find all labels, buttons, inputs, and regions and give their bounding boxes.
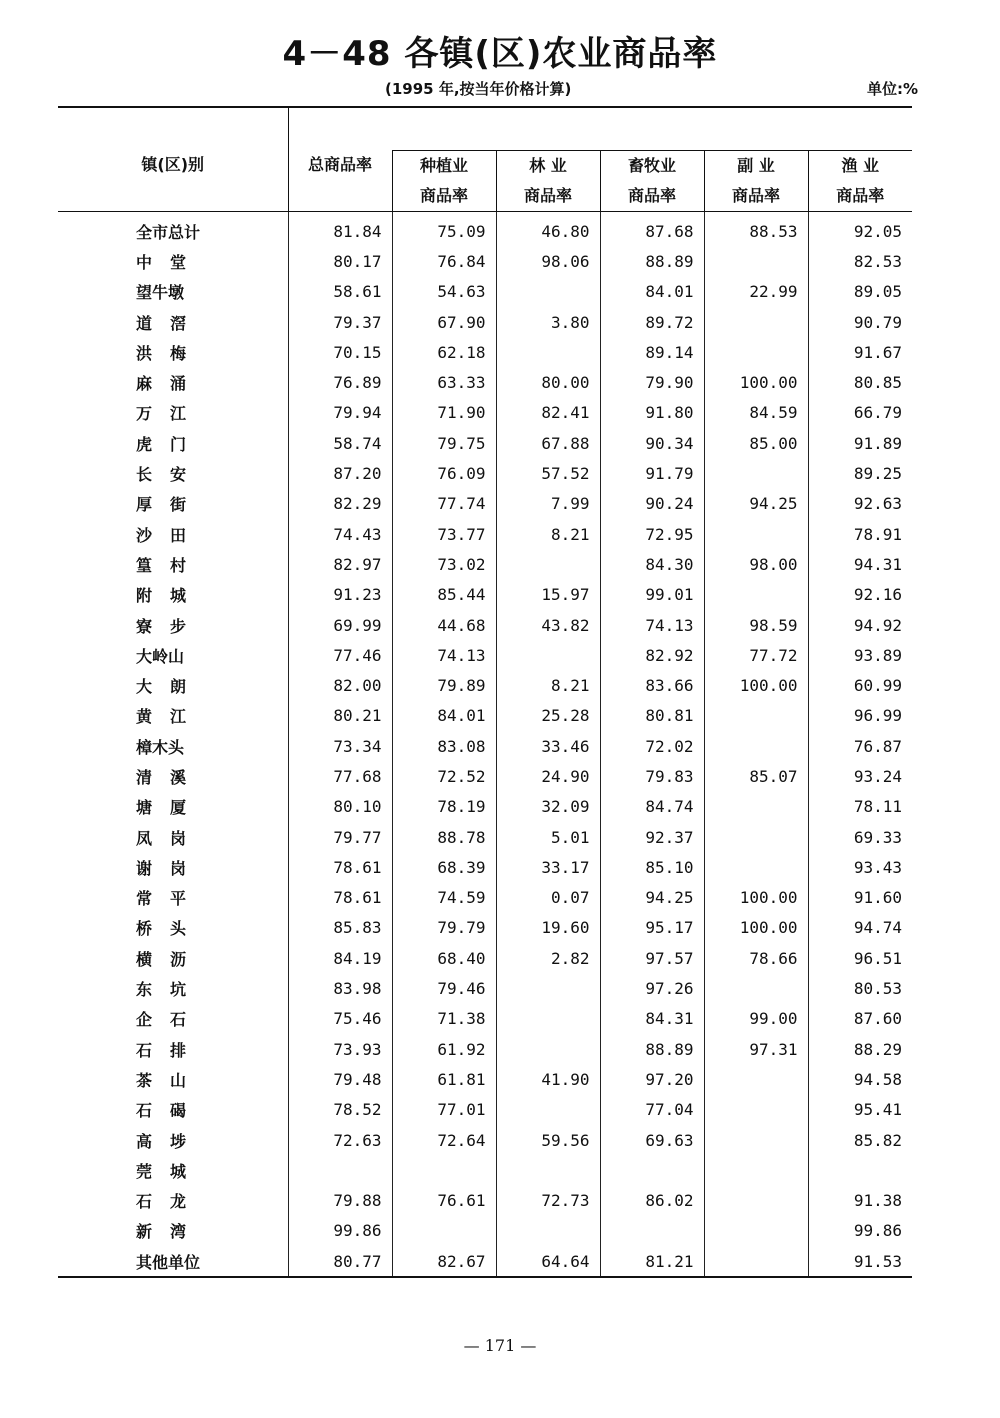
rate-cell: [392, 1155, 496, 1185]
region-name: 东坑: [136, 980, 205, 1000]
region-name: 道滘: [136, 313, 205, 333]
region-name: 高埗: [136, 1131, 205, 1151]
region-name: 附城: [136, 586, 205, 606]
region-name: 大朗: [136, 677, 205, 697]
region-name: 其他单位: [58, 1246, 288, 1277]
rate-cell: 90.79: [808, 307, 912, 337]
rate-cell: 5.01: [496, 822, 600, 852]
rate-cell: 60.99: [808, 670, 912, 700]
rate-cell: 85.07: [704, 761, 808, 791]
rate-cell: 79.37: [288, 307, 392, 337]
rate-cell: 58.61: [288, 277, 392, 307]
region-name: 凤岗: [136, 828, 205, 848]
rate-cell: 44.68: [392, 610, 496, 640]
rate-cell: 78.11: [808, 792, 912, 822]
region-name: 清溪: [136, 767, 205, 787]
rate-cell: 81.21: [600, 1246, 704, 1277]
rate-cell: 76.61: [392, 1186, 496, 1216]
rate-cell: 82.67: [392, 1246, 496, 1277]
rate-cell: 79.94: [288, 398, 392, 428]
rate-cell: 68.39: [392, 852, 496, 882]
table-row: [58, 246, 912, 276]
rate-cell: 15.97: [496, 580, 600, 610]
rate-cell: [704, 731, 808, 761]
rate-cell: 94.92: [808, 610, 912, 640]
rate-cell: 61.81: [392, 1064, 496, 1094]
rate-cell: [496, 1004, 600, 1034]
header-fishery: 渔 业 商品率: [808, 151, 912, 212]
rate-cell: 85.82: [808, 1125, 912, 1155]
rate-cell: 80.77: [288, 1246, 392, 1277]
region-name: 莞城: [136, 1161, 205, 1181]
rate-cell: 100.00: [704, 883, 808, 913]
rate-cell: 87.68: [600, 212, 704, 247]
header-sideline: 副 业 商品率: [704, 151, 808, 212]
table-row: [58, 1125, 912, 1155]
rate-cell: 97.57: [600, 943, 704, 973]
rate-cell: [600, 1216, 704, 1246]
rate-cell: 80.81: [600, 701, 704, 731]
rate-cell: 91.53: [808, 1246, 912, 1277]
rate-cell: 72.64: [392, 1125, 496, 1155]
table-row: [58, 549, 912, 579]
rate-cell: 72.02: [600, 731, 704, 761]
rate-cell: 62.18: [392, 337, 496, 367]
table-row: [58, 761, 912, 791]
header-forestry: 林 业 商品率: [496, 151, 600, 212]
rate-cell: 73.02: [392, 549, 496, 579]
table-row: [58, 1064, 912, 1094]
rate-cell: 80.21: [288, 701, 392, 731]
rate-cell: 93.43: [808, 852, 912, 882]
rate-cell: 79.48: [288, 1064, 392, 1094]
rate-cell: 33.17: [496, 852, 600, 882]
rate-cell: 98.06: [496, 246, 600, 276]
rate-cell: 63.33: [392, 367, 496, 397]
rate-cell: 79.90: [600, 367, 704, 397]
table-body: [58, 212, 912, 1278]
region-name: 全市总计: [136, 222, 201, 242]
rate-cell: 61.92: [392, 1034, 496, 1064]
rate-cell: [704, 580, 808, 610]
region-name: 樟木头: [136, 737, 185, 757]
rate-cell: 74.59: [392, 883, 496, 913]
table-row: [58, 277, 912, 307]
region-name: 中堂: [136, 252, 205, 272]
rate-cell: 89.72: [600, 307, 704, 337]
table-row: [58, 701, 912, 731]
rate-cell: 70.15: [288, 337, 392, 367]
rate-cell: 72.52: [392, 761, 496, 791]
rate-cell: 80.53: [808, 973, 912, 1003]
region-name: 常平: [136, 889, 205, 909]
header-animal: 畜牧业 商品率: [600, 151, 704, 212]
rate-cell: 91.23: [288, 580, 392, 610]
rate-cell: 77.01: [392, 1095, 496, 1125]
rate-cell: 25.28: [496, 701, 600, 731]
region-name: 麻涌: [136, 374, 205, 394]
rate-cell: [704, 246, 808, 276]
rate-cell: 81.84: [288, 212, 392, 247]
table-row: [58, 307, 912, 337]
rate-cell: 91.67: [808, 337, 912, 367]
rate-cell: 80.85: [808, 367, 912, 397]
rate-cell: 100.00: [704, 367, 808, 397]
header-planting: 种植业 商品率: [392, 151, 496, 212]
rate-cell: [496, 1034, 600, 1064]
region-name: 新湾: [136, 1222, 205, 1242]
rate-cell: 88.89: [600, 1034, 704, 1064]
rate-cell: 84.74: [600, 792, 704, 822]
rate-cell: 72.73: [496, 1186, 600, 1216]
rate-cell: 0.07: [496, 883, 600, 913]
rate-cell: 99.01: [600, 580, 704, 610]
table-row: [58, 489, 912, 519]
rate-cell: 85.83: [288, 913, 392, 943]
rate-cell: 64.64: [496, 1246, 600, 1277]
rate-cell: 75.09: [392, 212, 496, 247]
rate-cell: 58.74: [288, 428, 392, 458]
rate-cell: [392, 1216, 496, 1246]
region-name: 桥头: [136, 919, 205, 939]
rate-cell: 89.25: [808, 458, 912, 488]
rate-cell: 85.44: [392, 580, 496, 610]
rate-cell: 78.52: [288, 1095, 392, 1125]
rate-cell: 91.89: [808, 428, 912, 458]
table-row: [58, 610, 912, 640]
rate-cell: 82.53: [808, 246, 912, 276]
rate-cell: 76.87: [808, 731, 912, 761]
rate-cell: 99.86: [288, 1216, 392, 1246]
rate-cell: 89.05: [808, 277, 912, 307]
rate-cell: 95.17: [600, 913, 704, 943]
rate-cell: 57.52: [496, 458, 600, 488]
rate-cell: 76.84: [392, 246, 496, 276]
table-row: [58, 1246, 912, 1277]
rate-cell: 92.63: [808, 489, 912, 519]
table-row: [58, 458, 912, 488]
rate-cell: 77.74: [392, 489, 496, 519]
rate-cell: 82.92: [600, 640, 704, 670]
rate-cell: 74.13: [392, 640, 496, 670]
commodity-rate-table: [58, 106, 912, 1278]
rate-cell: 3.80: [496, 307, 600, 337]
rate-cell: 92.16: [808, 580, 912, 610]
rate-cell: 79.79: [392, 913, 496, 943]
table-row: [58, 367, 912, 397]
rate-cell: [600, 1155, 704, 1185]
rate-cell: 79.89: [392, 670, 496, 700]
rate-cell: 92.37: [600, 822, 704, 852]
rate-cell: 72.63: [288, 1125, 392, 1155]
rate-cell: 77.46: [288, 640, 392, 670]
region-name: 长安: [136, 465, 205, 485]
rate-cell: 68.40: [392, 943, 496, 973]
table-row: [58, 1216, 912, 1246]
rate-cell: [704, 1155, 808, 1185]
table-row: [58, 640, 912, 670]
rate-cell: 78.66: [704, 943, 808, 973]
rate-cell: 77.72: [704, 640, 808, 670]
rate-cell: 82.00: [288, 670, 392, 700]
rate-cell: 87.20: [288, 458, 392, 488]
rate-cell: 67.88: [496, 428, 600, 458]
rate-cell: 73.77: [392, 519, 496, 549]
rate-cell: [704, 1186, 808, 1216]
rate-cell: 71.38: [392, 1004, 496, 1034]
rate-cell: [704, 1125, 808, 1155]
rate-cell: [704, 337, 808, 367]
rate-cell: 78.19: [392, 792, 496, 822]
rate-cell: [704, 1064, 808, 1094]
rate-cell: 24.90: [496, 761, 600, 791]
rate-cell: 85.10: [600, 852, 704, 882]
table-row: [58, 913, 912, 943]
rate-cell: 7.99: [496, 489, 600, 519]
rate-cell: 94.31: [808, 549, 912, 579]
rate-cell: 67.90: [392, 307, 496, 337]
table-row: [58, 212, 912, 247]
rate-cell: 91.80: [600, 398, 704, 428]
rate-cell: 71.90: [392, 398, 496, 428]
rate-cell: 41.90: [496, 1064, 600, 1094]
rate-cell: 33.46: [496, 731, 600, 761]
rate-cell: 97.20: [600, 1064, 704, 1094]
rate-cell: 79.88: [288, 1186, 392, 1216]
region-name: 茶山: [136, 1070, 205, 1090]
region-name: 塘厦: [136, 798, 205, 818]
rate-cell: 88.53: [704, 212, 808, 247]
rate-cell: 92.05: [808, 212, 912, 247]
rate-cell: [496, 1216, 600, 1246]
rate-cell: [704, 458, 808, 488]
table-row: [58, 731, 912, 761]
rate-cell: [704, 307, 808, 337]
region-name: 虎门: [136, 434, 205, 454]
rate-cell: 80.10: [288, 792, 392, 822]
region-name: 石排: [136, 1040, 205, 1060]
rate-cell: 99.00: [704, 1004, 808, 1034]
rate-cell: 94.25: [704, 489, 808, 519]
subtitle: (1995 年,按当年价格计算): [385, 80, 572, 98]
rate-cell: 82.29: [288, 489, 392, 519]
rate-cell: 94.58: [808, 1064, 912, 1094]
rate-cell: 69.63: [600, 1125, 704, 1155]
rate-cell: 82.97: [288, 549, 392, 579]
table-row: [58, 519, 912, 549]
rate-cell: [704, 1216, 808, 1246]
rate-cell: 88.89: [600, 246, 704, 276]
header-total: 总商品率: [288, 107, 392, 212]
rate-cell: 80.17: [288, 246, 392, 276]
table-row: [58, 670, 912, 700]
rate-cell: [808, 1155, 912, 1185]
rate-cell: 93.24: [808, 761, 912, 791]
rate-cell: 72.95: [600, 519, 704, 549]
rate-cell: 8.21: [496, 670, 600, 700]
page-number: — 171 —: [463, 1336, 537, 1355]
rate-cell: 99.86: [808, 1216, 912, 1246]
region-name: 企石: [136, 1010, 205, 1030]
region-name: 万江: [136, 404, 205, 424]
rate-cell: 80.00: [496, 367, 600, 397]
rate-cell: [496, 549, 600, 579]
table-row: [58, 1004, 912, 1034]
rate-cell: 77.04: [600, 1095, 704, 1125]
rate-cell: 84.59: [704, 398, 808, 428]
table-row: [58, 1155, 912, 1185]
rate-cell: 79.46: [392, 973, 496, 1003]
rate-cell: 97.31: [704, 1034, 808, 1064]
region-name: 洪梅: [136, 343, 205, 363]
rate-cell: [496, 337, 600, 367]
rate-cell: 79.83: [600, 761, 704, 791]
rate-cell: [288, 1155, 392, 1185]
rate-cell: 54.63: [392, 277, 496, 307]
rate-cell: 96.51: [808, 943, 912, 973]
rate-cell: [704, 852, 808, 882]
rate-cell: [704, 973, 808, 1003]
rate-cell: 84.30: [600, 549, 704, 579]
rate-cell: 91.60: [808, 883, 912, 913]
rate-cell: 69.99: [288, 610, 392, 640]
rate-cell: 46.80: [496, 212, 600, 247]
rate-cell: [704, 701, 808, 731]
rate-cell: 8.21: [496, 519, 600, 549]
rate-cell: 22.99: [704, 277, 808, 307]
table-row: [58, 580, 912, 610]
rate-cell: 90.24: [600, 489, 704, 519]
region-name: 横沥: [136, 949, 205, 969]
rate-cell: 84.01: [600, 277, 704, 307]
region-name: 石龙: [136, 1192, 205, 1212]
rate-cell: [704, 822, 808, 852]
rate-cell: 95.41: [808, 1095, 912, 1125]
table-row: [58, 792, 912, 822]
region-name: 厚街: [136, 495, 205, 515]
table-row: [58, 1186, 912, 1216]
table-row: [58, 883, 912, 913]
rate-cell: [496, 277, 600, 307]
region-name: 沙田: [136, 525, 205, 545]
rate-cell: 94.74: [808, 913, 912, 943]
rate-cell: 100.00: [704, 670, 808, 700]
rate-cell: [496, 1155, 600, 1185]
rate-cell: 76.89: [288, 367, 392, 397]
rate-cell: 78.61: [288, 883, 392, 913]
rate-cell: 73.34: [288, 731, 392, 761]
table-row: [58, 1034, 912, 1064]
rate-cell: [704, 519, 808, 549]
rate-cell: 32.09: [496, 792, 600, 822]
rate-cell: 83.08: [392, 731, 496, 761]
header-spacer: [392, 107, 912, 151]
rate-cell: 89.14: [600, 337, 704, 367]
rate-cell: 84.01: [392, 701, 496, 731]
unit-label: 单位:%: [866, 80, 918, 98]
table-row: [58, 428, 912, 458]
rate-cell: 2.82: [496, 943, 600, 973]
rate-cell: 96.99: [808, 701, 912, 731]
rate-cell: 98.59: [704, 610, 808, 640]
rate-cell: 74.43: [288, 519, 392, 549]
rate-cell: 94.25: [600, 883, 704, 913]
rate-cell: 93.89: [808, 640, 912, 670]
rate-cell: 88.29: [808, 1034, 912, 1064]
region-name: 寮步: [136, 616, 205, 636]
rate-cell: 91.38: [808, 1186, 912, 1216]
rate-cell: 86.02: [600, 1186, 704, 1216]
page-title: 4－48 各镇(区)农业商品率: [282, 34, 718, 74]
rate-cell: 98.00: [704, 549, 808, 579]
rate-cell: 84.19: [288, 943, 392, 973]
table-row: [58, 1095, 912, 1125]
rate-cell: 78.61: [288, 852, 392, 882]
rate-cell: 100.00: [704, 913, 808, 943]
rate-cell: [704, 792, 808, 822]
rate-cell: [496, 1095, 600, 1125]
rate-cell: 59.56: [496, 1125, 600, 1155]
table-row: [58, 852, 912, 882]
table-row: [58, 973, 912, 1003]
rate-cell: 91.79: [600, 458, 704, 488]
rate-cell: 90.34: [600, 428, 704, 458]
rate-cell: 79.77: [288, 822, 392, 852]
rate-cell: 87.60: [808, 1004, 912, 1034]
region-name: 谢岗: [136, 858, 205, 878]
rate-cell: 74.13: [600, 610, 704, 640]
table-row: [58, 337, 912, 367]
rate-cell: 85.00: [704, 428, 808, 458]
rate-cell: 83.66: [600, 670, 704, 700]
rate-cell: [704, 1095, 808, 1125]
region-name: 石碣: [136, 1101, 205, 1121]
rate-cell: 83.98: [288, 973, 392, 1003]
rate-cell: 69.33: [808, 822, 912, 852]
rate-cell: 82.41: [496, 398, 600, 428]
region-name: 篁村: [136, 555, 205, 575]
table-row: [58, 398, 912, 428]
table-row: [58, 822, 912, 852]
rate-cell: 66.79: [808, 398, 912, 428]
rate-cell: 77.68: [288, 761, 392, 791]
rate-cell: 97.26: [600, 973, 704, 1003]
rate-cell: 75.46: [288, 1004, 392, 1034]
rate-cell: 84.31: [600, 1004, 704, 1034]
table-row: [58, 943, 912, 973]
region-name: 黄江: [136, 707, 205, 727]
rate-cell: 73.93: [288, 1034, 392, 1064]
rate-cell: 88.78: [392, 822, 496, 852]
rate-cell: 19.60: [496, 913, 600, 943]
rate-cell: [496, 973, 600, 1003]
rate-cell: [496, 640, 600, 670]
header-region: 镇(区)别: [58, 107, 288, 212]
rate-cell: 79.75: [392, 428, 496, 458]
region-name: 大岭山: [136, 646, 185, 666]
rate-cell: 78.91: [808, 519, 912, 549]
rate-cell: [704, 1246, 808, 1277]
rate-cell: 43.82: [496, 610, 600, 640]
region-name: 望牛墩: [136, 283, 185, 303]
rate-cell: 76.09: [392, 458, 496, 488]
